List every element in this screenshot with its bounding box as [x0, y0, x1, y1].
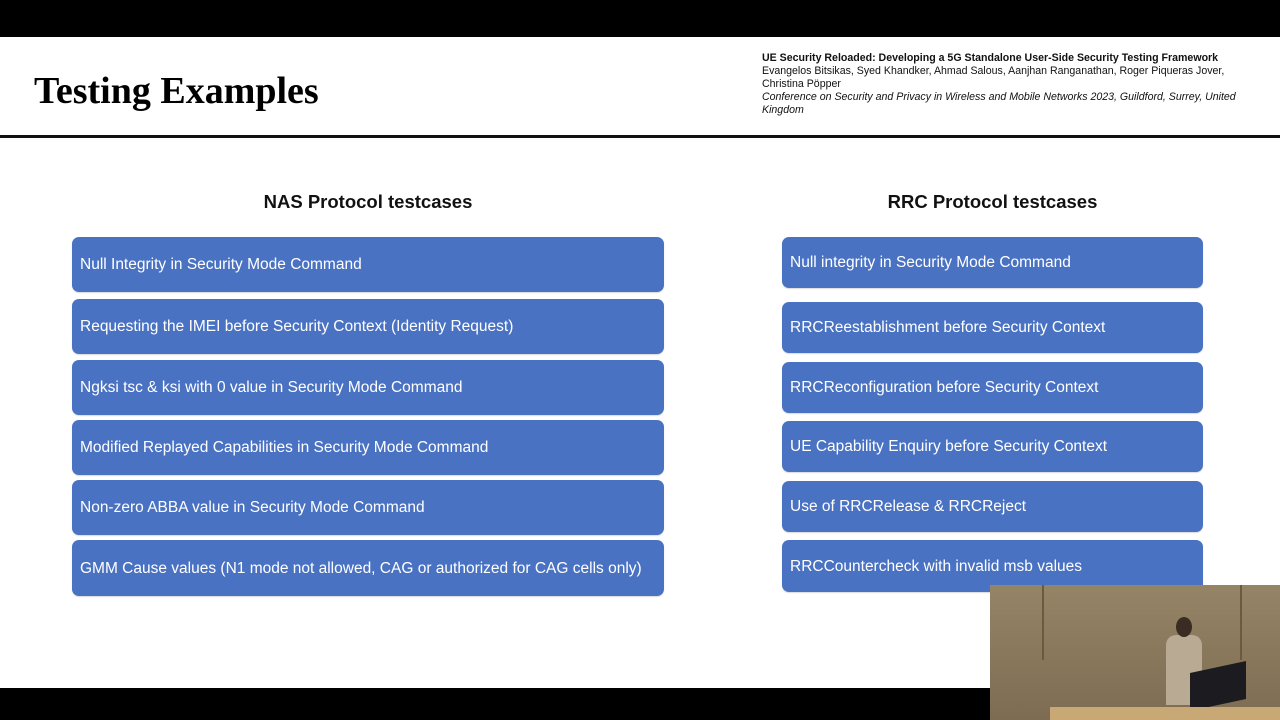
citation-authors: Evangelos Bitsikas, Syed Khandker, Ahmad Salous, Aanjhan Ranganathan, Roger Piqueras Jover, Christina Pöpper — [762, 65, 1225, 90]
slide-title: Testing Examples — [34, 70, 319, 112]
speaker-head — [1176, 617, 1192, 637]
citation-venue: Conference on Security and Privacy in Wireless and Mobile Networks 2023, Guildford, Surrey, United Kingdom — [762, 91, 1236, 116]
nas-testcase-4: Modified Replayed Capabilities in Security Mode Command — [72, 420, 664, 475]
rrc-testcase-2: RRCReestablishment before Security Context — [782, 302, 1203, 353]
slide-header — [0, 37, 1280, 138]
nas-testcase-6: GMM Cause values (N1 mode not allowed, CAG or authorized for CAG cells only) — [72, 540, 664, 596]
nas-testcase-1: Null Integrity in Security Mode Command — [72, 237, 664, 292]
paper-citation — [762, 52, 1267, 117]
rrc-testcase-5: Use of RRCRelease & RRCReject — [782, 481, 1203, 532]
rrc-testcase-1: Null integrity in Security Mode Command — [782, 237, 1203, 288]
nas-testcase-2: Requesting the IMEI before Security Context (Identity Request) — [72, 299, 664, 354]
nas-heading: NAS Protocol testcases — [263, 191, 473, 212]
citation-paper-title: UE Security Reloaded: Developing a 5G Standalone User-Side Security Testing Framework — [762, 52, 1219, 64]
rrc-testcase-4: UE Capability Enquiry before Security Context — [782, 421, 1203, 472]
rrc-testcase-3: RRCReconfiguration before Security Context — [782, 362, 1203, 413]
wall-panel-line — [1240, 585, 1242, 660]
rrc-testcase-6: RRCCountercheck with invalid msb values — [782, 540, 1203, 592]
nas-testcase-3: Ngksi tsc & ksi with 0 value in Security Mode Command — [72, 360, 664, 415]
wall-panel-line — [1042, 585, 1044, 660]
rrc-heading: RRC Protocol testcases — [887, 191, 1098, 212]
desk — [1050, 707, 1280, 720]
speaker-video-inset — [990, 585, 1280, 720]
nas-testcase-5: Non-zero ABBA value in Security Mode Command — [72, 480, 664, 535]
